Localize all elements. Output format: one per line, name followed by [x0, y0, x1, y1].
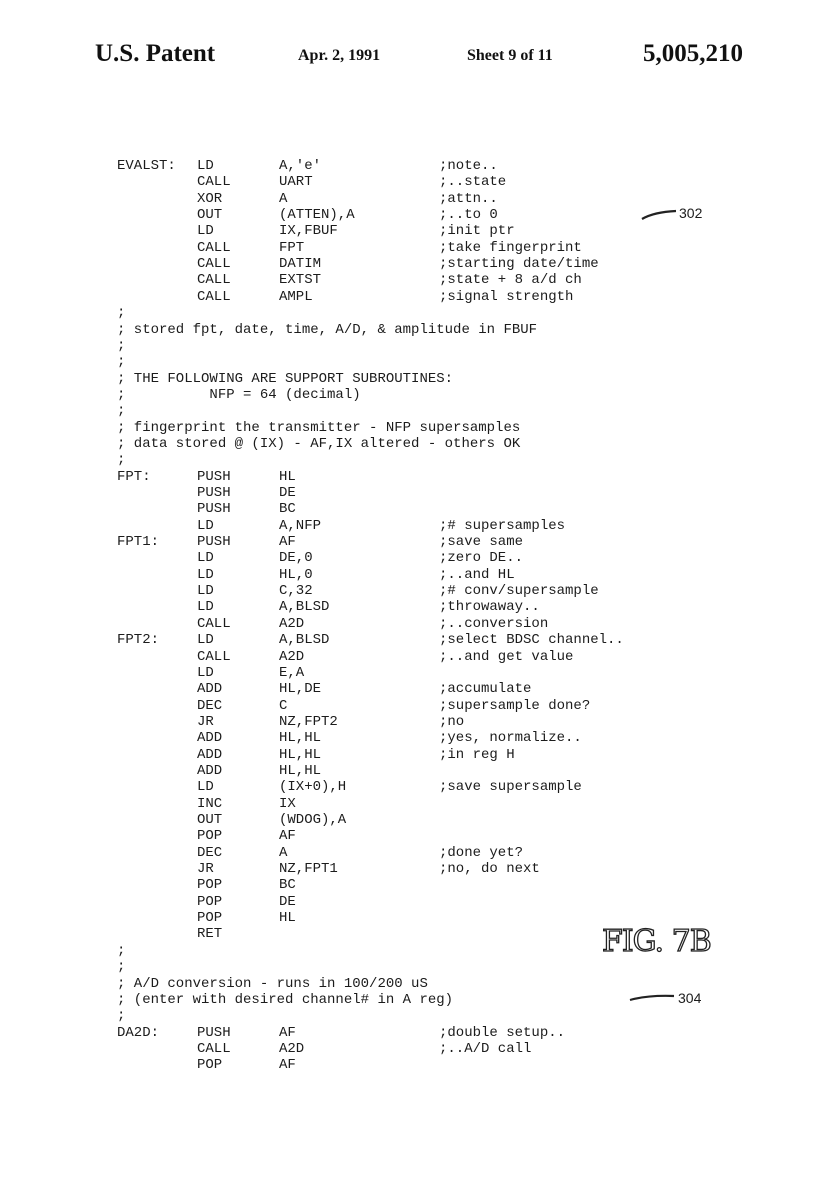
code-comment-line: ; data stored @ (IX) - AF,IX altered - others OK	[117, 435, 521, 452]
code-operand: AMPL	[279, 288, 313, 305]
code-opcode: PUSH	[197, 1024, 231, 1041]
code-operand: NZ,FPT1	[279, 861, 338, 878]
code-opcode: CALL	[197, 174, 231, 191]
code-comment: ;in reg H	[439, 746, 515, 763]
code-comment: ;..and HL	[439, 566, 515, 583]
code-opcode: LD	[197, 158, 214, 174]
code-label: EVALST:	[117, 158, 176, 174]
code-operand: BC	[279, 501, 296, 518]
code-operand: A,BLSD	[279, 599, 330, 616]
code-opcode: CALL	[197, 256, 231, 273]
code-comment: ;attn..	[439, 190, 498, 207]
code-comment: ;yes, normalize..	[439, 730, 582, 747]
code-comment: ;# conv/supersample	[439, 583, 599, 600]
code-comment: ;# supersamples	[439, 517, 566, 534]
code-operand: EXTST	[279, 272, 322, 289]
code-operand: HL,HL	[279, 730, 322, 747]
code-comment: ;zero DE..	[439, 550, 524, 567]
code-operand: AF	[279, 1024, 296, 1041]
code-opcode: LD	[197, 583, 214, 600]
code-opcode: POP	[197, 877, 223, 894]
code-comment: ;..conversion	[439, 615, 549, 632]
code-opcode: CALL	[197, 272, 231, 289]
code-operand: A	[279, 844, 288, 861]
code-operand: DATIM	[279, 256, 322, 273]
code-label: FPT1:	[117, 534, 160, 551]
code-opcode: CALL	[197, 239, 231, 256]
code-opcode: OUT	[197, 812, 223, 828]
code-operand: HL,0	[279, 566, 313, 583]
code-operand: AF	[279, 1057, 296, 1074]
code-comment: ;no	[439, 713, 465, 730]
code-opcode: PUSH	[197, 501, 231, 518]
code-operand: (WDOG),A	[279, 812, 347, 828]
code-operand: A,'e'	[279, 158, 322, 174]
code-comment: ;init ptr	[439, 223, 515, 240]
code-opcode: LD	[197, 779, 214, 796]
code-comment-line: ;	[117, 305, 126, 322]
code-opcode: LD	[197, 566, 214, 583]
code-comment-line: ;	[117, 337, 126, 354]
code-comment-line: ; THE FOLLOWING ARE SUPPORT SUBROUTINES:	[117, 370, 454, 387]
code-opcode: ADD	[197, 730, 223, 747]
code-opcode: POP	[197, 828, 223, 845]
code-operand: HL,HL	[279, 746, 322, 763]
code-opcode: ADD	[197, 681, 223, 698]
code-opcode: POP	[197, 910, 223, 927]
header-patent-number: 5,005,210	[643, 40, 743, 67]
figure-label: FIG. 7B	[602, 924, 711, 959]
reference-numeral-label: 302	[679, 205, 703, 221]
code-opcode: LD	[197, 632, 214, 649]
code-opcode: DEC	[197, 844, 223, 861]
code-opcode: LD	[197, 550, 214, 567]
code-operand: A2D	[279, 615, 305, 632]
code-operand: NZ,FPT2	[279, 713, 338, 730]
code-operand: DE,0	[279, 550, 313, 567]
code-comment: ;..A/D call	[439, 1040, 532, 1057]
code-opcode: JR	[197, 713, 214, 730]
code-opcode: ADD	[197, 762, 223, 779]
leader-line-icon	[628, 990, 678, 1010]
leader-line-icon	[640, 205, 680, 225]
code-operand: A2D	[279, 648, 305, 665]
code-comment: ;done yet?	[439, 844, 524, 861]
code-opcode: POP	[197, 893, 223, 910]
code-comment-line: ; NFP = 64 (decimal)	[117, 386, 361, 403]
code-comment-line: ;	[117, 452, 126, 469]
code-comment: ;save same	[439, 534, 524, 551]
code-operand: UART	[279, 174, 313, 191]
code-comment: ;state + 8 a/d ch	[439, 272, 582, 289]
code-opcode: LD	[197, 664, 214, 681]
code-operand: A2D	[279, 1040, 305, 1057]
reference-numeral-label: 304	[678, 990, 702, 1006]
code-label: FPT:	[117, 468, 151, 485]
code-operand: A,NFP	[279, 517, 322, 534]
code-opcode: CALL	[197, 615, 231, 632]
code-opcode: LD	[197, 599, 214, 616]
code-comment: ;..and get value	[439, 648, 574, 665]
code-comment-line: ;	[117, 354, 126, 371]
code-comment-line: ;	[117, 403, 126, 420]
code-opcode: RET	[197, 926, 223, 943]
code-operand: (IX+0),H	[279, 779, 347, 796]
code-comment: ;supersample done?	[439, 697, 591, 714]
code-operand: C,32	[279, 583, 313, 600]
code-comment: ;..to 0	[439, 207, 498, 224]
code-comment: ;take fingerprint	[439, 239, 582, 256]
code-comment-line: ;	[117, 1008, 126, 1025]
code-opcode: CALL	[197, 648, 231, 665]
code-operand: DE	[279, 485, 296, 501]
code-comment: ;accumulate	[439, 681, 532, 698]
code-operand: HL	[279, 468, 296, 485]
code-operand: IX	[279, 795, 296, 812]
code-operand: HL,DE	[279, 681, 322, 698]
code-operand: C	[279, 697, 288, 714]
code-comment: ;signal strength	[439, 288, 574, 305]
code-operand: IX,FBUF	[279, 223, 338, 240]
header-sheet-number: Sheet 9 of 11	[467, 47, 553, 64]
code-opcode: PUSH	[197, 534, 231, 551]
code-label: DA2D:	[117, 1024, 160, 1041]
code-opcode: JR	[197, 861, 214, 878]
code-opcode: DEC	[197, 697, 223, 714]
code-opcode: PUSH	[197, 485, 231, 501]
code-label: FPT2:	[117, 632, 160, 649]
code-operand: A	[279, 190, 288, 207]
code-comment: ;..state	[439, 174, 507, 191]
code-opcode: LD	[197, 517, 214, 534]
code-opcode: POP	[197, 1057, 223, 1074]
code-opcode: LD	[197, 223, 214, 240]
code-comment-line: ;	[117, 959, 126, 976]
code-opcode: PUSH	[197, 468, 231, 485]
code-operand: HL	[279, 910, 296, 927]
code-operand: FPT	[279, 239, 305, 256]
code-comment: ;throwaway..	[439, 599, 540, 616]
header-patent-title: U.S. Patent	[95, 40, 216, 67]
code-opcode: CALL	[197, 288, 231, 305]
code-comment: ;starting date/time	[439, 256, 599, 273]
code-comment-line: ; fingerprint the transmitter - NFP supersamples	[117, 419, 521, 436]
code-opcode: CALL	[197, 1040, 231, 1057]
code-operand: DE	[279, 893, 296, 910]
code-operand: AF	[279, 828, 296, 845]
header-date: Apr. 2, 1991	[298, 47, 381, 64]
code-comment: ;double setup..	[439, 1024, 566, 1041]
code-comment-line: ; (enter with desired channel# in A reg)	[117, 991, 454, 1008]
code-comment-line: ; A/D conversion - runs in 100/200 uS	[117, 975, 428, 992]
code-opcode: OUT	[197, 207, 223, 224]
code-operand: HL,HL	[279, 762, 322, 779]
code-opcode: ADD	[197, 746, 223, 763]
code-comment-line: ;	[117, 942, 126, 959]
code-comment-line: ; stored fpt, date, time, A/D, & amplitude in FBUF	[117, 321, 538, 338]
code-operand: BC	[279, 877, 296, 894]
code-comment: ;save supersample	[439, 779, 582, 796]
code-comment: ;no, do next	[439, 861, 540, 878]
code-comment: ;select BDSC channel..	[439, 632, 624, 649]
code-opcode: INC	[197, 795, 223, 812]
code-comment: ;note..	[439, 158, 498, 174]
code-opcode: XOR	[197, 190, 223, 207]
code-operand: AF	[279, 534, 296, 551]
code-operand: A,BLSD	[279, 632, 330, 649]
code-operand: E,A	[279, 664, 305, 681]
code-operand: (ATTEN),A	[279, 207, 355, 224]
